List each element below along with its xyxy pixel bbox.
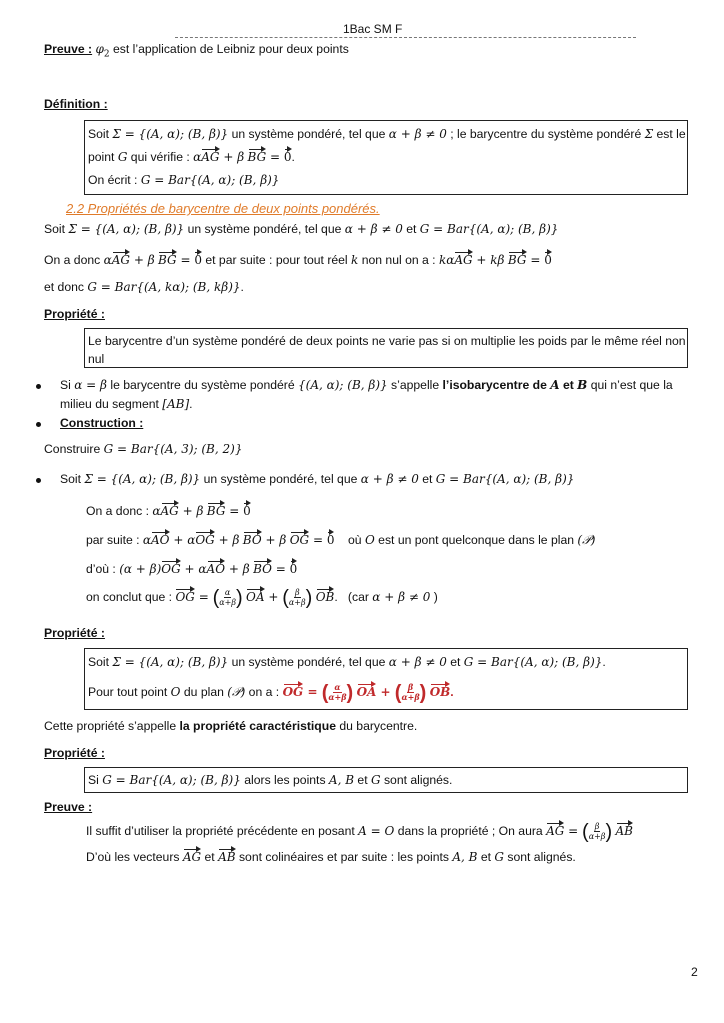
propriete-3-line: Si G = Bar{(A, α); (B, β)} alors les points A, B et G sont alignés. bbox=[88, 773, 453, 787]
bullet-icon bbox=[36, 422, 41, 427]
definition-line-3: On écrit : G = Bar{(A, α); (B, β)} bbox=[88, 173, 280, 187]
caracteristique-text: Cette propriété s’appelle la propriété caractéristique du barycentre. bbox=[44, 719, 418, 733]
header-title: 1Bac SM F bbox=[343, 22, 403, 36]
definition-line-2: point G qui vérifie : αAG + β BG = 0. bbox=[88, 150, 295, 164]
section-2-2-title: 2.2 Propriétés de barycentre de deux points pondérés. bbox=[66, 201, 380, 216]
header-rule bbox=[175, 37, 636, 38]
propriete-2-label: Propriété : bbox=[44, 626, 105, 640]
bullet-isobarycentre: Si α = β le barycentre du système pondéré {(A, α); (B, β)} s’appelle l’isobarycentre de A et B qui n’est que la bbox=[60, 378, 673, 392]
propriete-1-line-1: Le barycentre d’un système pondéré de deux points ne varie pas si on multiplie les poids par le même réel non bbox=[88, 334, 686, 348]
propriete-2-box bbox=[84, 648, 688, 710]
preuve-2-line-1: Il suffit d’utiliser la propriété précédente en posant A = O dans la propriété ; On aura AG = ( $\frac{\beta}{\alpha+\beta}$ ) AB bbox=[86, 820, 633, 843]
preuve-label: Preuve : bbox=[44, 42, 93, 56]
preuve-1: Preuve : $\varphi_2$ est l’application de Leibniz pour deux points bbox=[44, 42, 349, 60]
definition-line-1: Soit Σ = {(A, α); (B, β)} un système pondéré, tel que α + β ≠ 0 ; le barycentre du système pondéré Σ est le bbox=[88, 127, 686, 141]
propriete-1-line-2: nul bbox=[88, 352, 105, 366]
para-soit: Soit Σ = {(A, α); (B, β)} un système pondéré, tel que α + β ≠ 0 et G = Bar{(A, α); (B, β)} bbox=[44, 222, 559, 236]
bullet-icon bbox=[36, 384, 41, 389]
deriv-line-2: par suite : αAO + αOG + β BO + β OG = 0 où O est un pont quelconque dans le plan (𝒫) bbox=[86, 533, 596, 547]
deriv-line-3: d’où : (α + β)OG + αAO + β BO = 0 bbox=[86, 562, 298, 576]
propriete-2-line-1: Soit Σ = {(A, α); (B, β)} un système pondéré, tel que α + β ≠ 0 et G = Bar{(A, α); (B, β)}. bbox=[88, 655, 606, 669]
propriete-3-label: Propriété : bbox=[44, 746, 105, 760]
bullet-isobarycentre-line-2: milieu du segment [AB]. bbox=[60, 397, 193, 411]
page-number: 2 bbox=[691, 965, 698, 979]
bullet-soit: Soit Σ = {(A, α); (B, β)} un système pondéré, tel que α + β ≠ 0 et G = Bar{(A, α); (B, β)} bbox=[60, 472, 575, 486]
construction-label: Construction : bbox=[60, 416, 144, 430]
bullet-icon bbox=[36, 478, 41, 483]
preuve-2-label: Preuve : bbox=[44, 800, 93, 814]
definition-box bbox=[84, 120, 688, 195]
construire: Construire G = Bar{(A, 3); (B, 2)} bbox=[44, 442, 243, 456]
propriete-2-line-2: Pour tout point O du plan (𝒫) on a : OG = ( $\frac{\alpha}{\alpha+\beta}$ ) OA + ( $\frac{\beta}{\alpha+\beta}$ ) OB. bbox=[88, 681, 454, 704]
preuve-2-line-2: D’où les vecteurs AG et AB sont colinéaires et par suite : les points A, B et G sont alignés. bbox=[86, 850, 576, 864]
definition-label: Définition : bbox=[44, 97, 108, 111]
characteristic-formula: OG = ( $\frac{\alpha}{\alpha+\beta}$ ) OA + ( $\frac{\beta}{\alpha+\beta}$ ) OB. bbox=[282, 681, 454, 704]
para-et-donc: et donc G = Bar{(A, kα); (B, kβ)}. bbox=[44, 280, 244, 294]
deriv-line-1: On a donc : αAG + β BG = 0 bbox=[86, 504, 251, 518]
para-on-a-donc: On a donc αAG + β BG = 0 et par suite : pour tout réel k non nul on a : kαAG + kβ BG = 0 bbox=[44, 253, 552, 267]
propriete-1-label: Propriété : bbox=[44, 307, 105, 321]
deriv-line-4: on conclut que : OG = ( $\frac{\alpha}{\alpha+\beta}$ ) OA + ( $\frac{\beta}{\alpha+\beta}$ ) OB. (car α + β ≠ 0 ) bbox=[86, 586, 438, 609]
propriete-1-box bbox=[84, 328, 688, 368]
propriete-3-box bbox=[84, 767, 688, 793]
